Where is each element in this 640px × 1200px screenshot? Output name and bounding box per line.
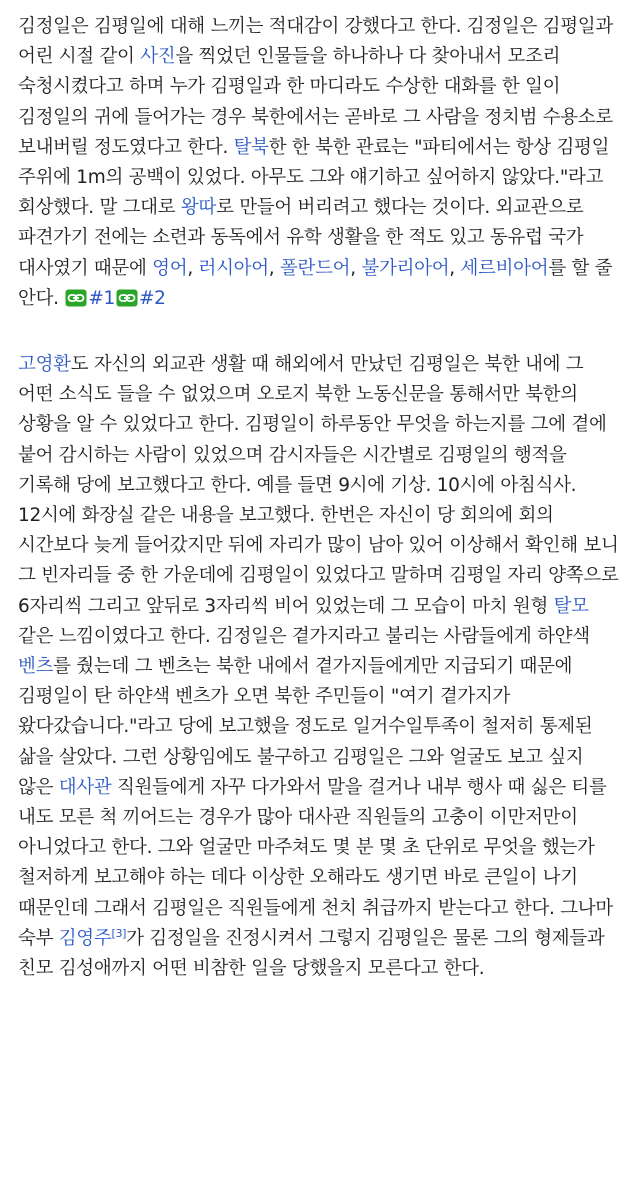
- footnote-label: #1: [88, 287, 115, 309]
- wiki-link[interactable]: 탈북: [233, 136, 269, 158]
- wiki-link[interactable]: 왕따: [180, 197, 217, 219]
- wiki-link[interactable]: 벤츠: [18, 656, 54, 678]
- citation-ref[interactable]: [3]: [111, 926, 127, 940]
- wiki-link[interactable]: 러시아어: [198, 257, 269, 279]
- body-text: 한 한 북한 관료는 "파티에서는 항상 김평일 주위에 1m의 공백이 있었다. 아무도 그와 얘기하고 싶어하지 않았다."라고 회상했다. 말 그대로: [18, 136, 610, 219]
- wiki-link[interactable]: 대사관: [58, 776, 112, 798]
- paragraph: [18, 12, 622, 314]
- body-text: 도 자신의 외교관 생활 때 해외에서 만났던 김평일은 북한 내에 그 어떤 소식도 들을 수 없었으며 오로지 북한 노동신문을 통해서만 북한의 상황을 알 수 있었다고 한다. 김평일이 하루동안 무엇을 하는지를 그에 곁에 붙어 감시하는 사람이 있었으며 감시자들은 시간별로 김평일의 행적을 기록해 당에 보고했다고 한다. 예를 들면 9시에 기상. 10시에 아침식사. 12시에 화장실 같은 내용을 보고했다. 한번은 자신이 당 회의에 회의 시간보다 늦게 들어갔지만 뒤에 자리가 많이 남아 있어 이상해서 확인해 보니 그 빈자리들 중 한 가운데에 김평일이 있었다고 말하며 김평일 자리 양쪽으로 6자리씩 그리고 앞뒤로 3자리씩 비어 있었는데 그 모습이 마치 원형: [18, 354, 619, 617]
- paragraph: [18, 350, 622, 984]
- body-text: ,: [350, 257, 362, 279]
- body-text: ,: [449, 257, 461, 279]
- wiki-link[interactable]: 영어: [152, 257, 188, 279]
- body-text: 을 찍었던 인물들을 하나하나 다 찾아내서 모조리 숙청시켰다고 하며 누가 김평일과 한 마디라도 수상한 대화를 한 일이 김정일의 귀에 들어가는 경우 북한에서는 곧바로 그 사람을 정치범 수용소로 보내버릴 정도였다고 한다.: [18, 46, 613, 158]
- body-text: 로 만들어 버리려고 했다는 것이다. 외교관으로 파견가기 전에는 소련과 동독에서 유학 생활을 한 적도 있고 동유럽 국가 대사였기 때문에: [18, 197, 584, 279]
- wiki-link[interactable]: 탈모: [553, 595, 589, 617]
- wiki-link[interactable]: 불가리아어: [361, 257, 450, 279]
- footnote-link[interactable]: [64, 288, 115, 309]
- body-text: 같은 느낌이였다고 한다. 김정일은 곁가지라고 불리는 사람들에게 하얀색: [18, 625, 590, 647]
- link-icon: [65, 287, 87, 305]
- wiki-link[interactable]: 세르비아어: [460, 257, 549, 279]
- wiki-link[interactable]: 김영주: [58, 927, 112, 949]
- body-text: ,: [268, 257, 280, 279]
- footnote-link[interactable]: [115, 288, 166, 309]
- body-text: 를 할 줄 안다.: [18, 257, 613, 309]
- footnote-label: #2: [138, 287, 166, 309]
- wiki-link[interactable]: 고영환: [18, 354, 71, 376]
- body-text: 를 줬는데 그 벤츠는 북한 내에서 곁가지들에게만 지급되기 때문에 김평일이 탄 하얀색 벤츠가 오면 북한 주민들이 "여기 곁가지가 왔다갔습니다."라고 당에 보고했을 정도로 일거수일투족이 철저히 통제된 삶을 살았다. 그런 상황임에도 불구하고 김평일은 그와 얼굴도 보고 싶지 않은: [18, 656, 593, 798]
- body-text: ,: [187, 257, 199, 279]
- body-text: 직원들에게 자꾸 다가와서 말을 걸거나 내부 행사 때 싫은 티를 내도 모른 척 끼어드는 경우가 많아 대사관 직원들의 고충이 이만저만이 아니었다고 한다. 그와 얼굴만 마주쳐도 몇 분 몇 초 단위로 무엇을 했는가 철저하게 보고해야 하는 데다 이상한 오해라도 생기면 바로 큰일이 나기 때문인데 그래서 김평일은 직원들에게 천치 취급까지 받는다고 한다. 그나마 숙부: [18, 776, 613, 949]
- wiki-link[interactable]: 사진: [140, 46, 176, 68]
- body-text: 김정일은 김평일에 대해 느끼는 적대감이 강했다고 한다. 김정일은 김평일과 어린 시절 같이: [18, 16, 613, 68]
- wiki-link[interactable]: 폴란드어: [279, 257, 351, 279]
- link-icon: [116, 287, 138, 305]
- body-text: 가 김정일을 진정시켜서 그렇지 김평일은 물론 그의 형제들과 친모 김성애까지 어떤 비참한 일을 당했을지 모른다고 한다.: [18, 927, 605, 980]
